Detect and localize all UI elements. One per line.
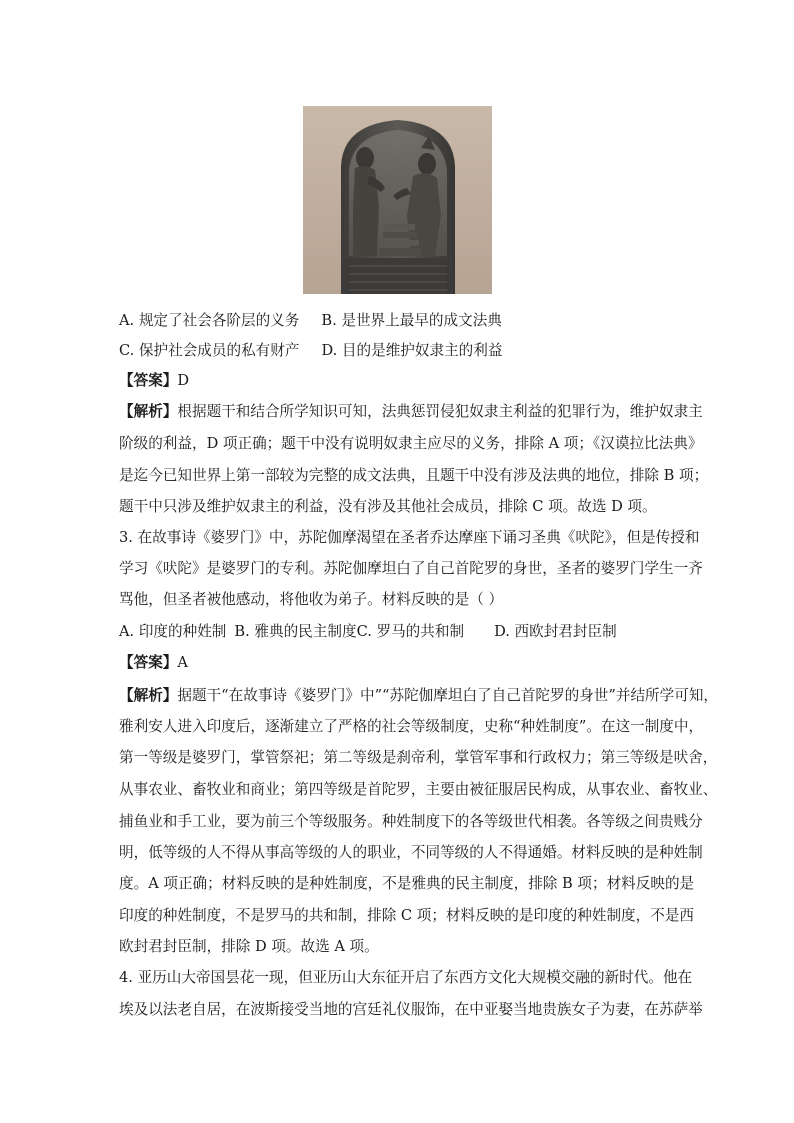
q2-answer-label: 【答案】 bbox=[119, 372, 178, 389]
q2-analysis-line-2: 阶级的利益，D 项正确；题干中没有说明奴隶主应尽的义务，排除 A 项；《汉谟拉比法典》 bbox=[119, 435, 703, 452]
q3-stem-line-1: 3. 在故事诗《婆罗门》中，苏陀伽摩渴望在圣者乔达摩座下诵习圣典《吠陀》，但是传授和 bbox=[119, 529, 700, 546]
q2-analysis-line-3: 是迄今已知世界上第一部较为完整的成文法典，且题干中没有涉及法典的地位，排除 B 项； bbox=[119, 467, 709, 484]
q2-analysis-label: 【解析】 bbox=[119, 403, 178, 420]
q3-options-row bbox=[119, 622, 679, 642]
q3-answer-label: 【答案】 bbox=[119, 654, 178, 671]
q2-option-d: D. 目的是维护奴隶主的利益 bbox=[321, 342, 503, 359]
q3-option-c: C. 罗马的共和制 bbox=[356, 623, 465, 640]
q3-analysis-line-7: 度。A 项正确；材料反映的是种姓制度，不是雅典的民主制度，排除 B 项；材料反映的是 bbox=[119, 875, 695, 892]
q3-option-b: B. 雅典的民主制度 bbox=[234, 623, 357, 640]
q2-analysis-line-4: 题干中只涉及维护奴隶主的利益，没有涉及其他社会成员，排除 C 项。故选 D 项。 bbox=[119, 498, 657, 515]
q2-option-a: A. 规定了社会各阶层的义务 bbox=[119, 312, 300, 329]
q2-answer bbox=[119, 371, 679, 391]
q3-analysis-line-8: 印度的种姓制度，不是罗马的共和制，排除 C 项；材料反映的是印度的种姓制度，不是西 bbox=[119, 907, 695, 924]
q4-stem-line-1: 4. 亚历山大帝国昙花一现，但亚历山大东征开启了东西方文化大规模交融的新时代。他在 bbox=[119, 969, 693, 986]
q3-analysis-line-3: 第一等级是婆罗门，掌管祭祀；第二等级是刹帝利，掌管军事和行政权力；第三等级是吠舍， bbox=[119, 749, 718, 766]
q2-option-c: C. 保护社会成员的私有财产 bbox=[119, 342, 300, 359]
q3-option-a: A. 印度的种姓制 bbox=[119, 623, 227, 640]
q2-analysis-line-1 bbox=[119, 402, 703, 422]
q3-analysis-line-5: 捕鱼业和手工业，要为前三个等级服务。种姓制度下的各等级世代相袭。各等级之间贵贱分 bbox=[119, 813, 703, 830]
q3-analysis-line-1 bbox=[119, 686, 719, 706]
q2-answer-value: D bbox=[177, 372, 190, 389]
q3-option-d: D. 西欧封君封臣制 bbox=[494, 623, 617, 640]
q3-analysis-line-2: 雅利安人进入印度后，逐渐建立了严格的社会等级制度，史称“种姓制度”。在这一制度中， bbox=[119, 718, 704, 735]
q2-options-row-2 bbox=[119, 341, 679, 361]
q2-options-row-1 bbox=[119, 311, 679, 331]
q3-analysis-text-1: 据题干“在故事诗《婆罗门》中”“苏陀伽摩坦白了自己首陀罗的身世”并结所学可知， bbox=[177, 687, 719, 704]
q3-analysis-line-4: 从事农业、畜牧业和商业；第四等级是首陀罗，主要由被征服居民构成，从事农业、畜牧业、 bbox=[119, 781, 718, 798]
q3-stem-line-3: 骂他，但圣者被他感动，将他收为弟子。材料反映的是（ ） bbox=[119, 591, 504, 608]
q3-analysis-line-6: 明，低等级的人不得从事高等级的人的职业，不同等级的人不得通婚。材料反映的是种姓制 bbox=[119, 844, 703, 861]
q3-stem-line-2: 学习《吠陀》是婆罗门的专利。苏陀伽摩坦白了自己首陀罗的身世，圣者的婆罗门学生一齐 bbox=[119, 560, 703, 577]
q3-analysis-label: 【解析】 bbox=[119, 687, 178, 704]
q4-stem-line-2: 埃及以法老自居，在波斯接受当地的宫廷礼仪服饰，在中亚娶当地贵族女子为妻，在苏萨举 bbox=[119, 1001, 703, 1018]
hammurabi-stele-image bbox=[303, 106, 492, 294]
q3-analysis-line-9: 欧封君封臣制，排除 D 项。故选 A 项。 bbox=[119, 938, 379, 955]
q3-answer bbox=[119, 653, 679, 673]
q3-answer-value: A bbox=[177, 654, 188, 671]
q2-option-b: B. 是世界上最早的成文法典 bbox=[321, 312, 502, 329]
q2-analysis-text-1: 根据题干和结合所学知识可知，法典惩罚侵犯奴隶主利益的犯罪行为，维护奴隶主 bbox=[177, 403, 703, 420]
